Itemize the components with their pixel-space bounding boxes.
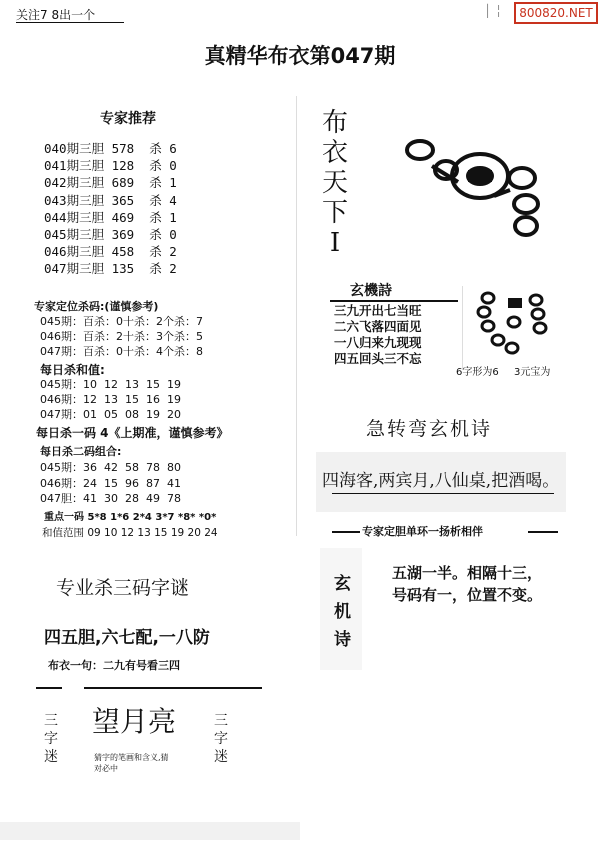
xuanji-line: 四五回头三不忘 xyxy=(334,351,422,366)
jizhuan-title: 急转弯玄机诗 xyxy=(366,418,493,440)
two-code-title: 每日杀二码组合: xyxy=(40,445,122,458)
expert-single-vertical xyxy=(334,570,351,654)
riddle-right-char: 字 xyxy=(214,731,228,747)
kill-three-box xyxy=(14,545,286,673)
expert-single-char: 玄 xyxy=(334,574,351,594)
two-code-list xyxy=(40,460,181,507)
expert-single-title: 专家定胆单环一扬析相伴 xyxy=(362,525,483,538)
riddle-right-char: 迷 xyxy=(214,749,228,765)
page-title: 真精华布衣第047期 xyxy=(204,44,396,68)
expert-single-text xyxy=(392,562,542,606)
footer-shade xyxy=(0,822,300,840)
xuanji-title: 玄機詩 xyxy=(350,283,392,299)
buyi-tianxia-char: 布 xyxy=(322,108,349,138)
position-kill-title: 专家定位杀码:(谨慎参考) xyxy=(34,300,159,313)
sum-kill-row: 046期：12 13 15 16 19 xyxy=(40,393,181,406)
buyi-tianxia-char: 衣 xyxy=(322,138,349,168)
position-kill-row: 046期：百杀：2十杀：3个杀：5 xyxy=(40,330,203,343)
recommend-row: 047期三胆 135 杀 2 xyxy=(44,261,177,277)
divider xyxy=(528,531,558,533)
riddle-note-line: 对必中 xyxy=(94,764,118,773)
riddle-left-char: 字 xyxy=(44,731,58,747)
riddle-right xyxy=(214,712,228,766)
divider xyxy=(462,286,463,370)
xuanji-line: 三九开出七当旺 xyxy=(334,303,422,318)
recommend-title: 专家推荐 xyxy=(100,111,156,127)
xuanji-line: 一八归来九现现 xyxy=(334,335,422,350)
recommend-row: 041期三胆 128 杀 0 xyxy=(44,158,177,174)
recommend-row: 042期三胆 689 杀 1 xyxy=(44,175,177,191)
divider xyxy=(36,687,62,689)
sum-kill-list xyxy=(40,377,181,422)
position-kill-row: 047期：百杀：0十杀：4个杀：8 xyxy=(40,345,203,358)
divider xyxy=(16,22,124,23)
recommend-row: 046期三胆 458 杀 2 xyxy=(44,244,177,260)
xuanji-line: 二六飞落四面见 xyxy=(334,319,422,334)
two-code-row: 045期：36 42 58 78 80 xyxy=(40,461,181,474)
recommend-list xyxy=(44,140,177,278)
kill-three-buyi: 布衣一句：二九有号看三四 xyxy=(48,659,180,672)
focus-line: 重点一码 5*8 1*6 2*4 3*7 *8* *0* xyxy=(44,512,217,523)
divider xyxy=(332,531,360,533)
riddle-main: 望月亮 xyxy=(92,705,177,738)
kill-three-combo: 四五胆,六七配,一八防 xyxy=(44,628,210,648)
expert-single-char: 诗 xyxy=(334,630,351,650)
one-code-title: 每日杀一码 4《上期准，谨慎参考》 xyxy=(36,426,229,440)
recommend-row: 040期三胆 578 杀 6 xyxy=(44,141,177,156)
riddle-left-char: 三 xyxy=(44,713,58,729)
position-kill-list xyxy=(40,314,203,359)
watermark-ticks: │ ╎ xyxy=(484,4,503,18)
two-code-row: 047胆：41 30 28 49 78 xyxy=(40,492,181,505)
sum-kill-row: 047期：01 05 08 19 20 xyxy=(40,408,181,421)
watermark: 800820.NET xyxy=(514,2,598,24)
xuanji-lines xyxy=(334,303,422,367)
expert-single-line: 号码有一，位置不变。 xyxy=(392,586,543,604)
expert-single-line: 五湖一半。相隔十三， xyxy=(392,564,543,582)
expert-single-char: 机 xyxy=(334,602,351,622)
divider xyxy=(330,300,458,302)
buyi-tianxia-char: I xyxy=(329,228,341,258)
column-divider xyxy=(296,96,297,536)
recommend-row: 043期三胆 365 杀 4 xyxy=(44,192,177,208)
buyi-tianxia-char: 天 xyxy=(322,168,349,198)
sum-kill-row: 045期：10 12 13 15 19 xyxy=(40,378,181,391)
riddle-left xyxy=(44,712,58,766)
sum-range: 和值范围 09 10 12 13 15 19 20 24 xyxy=(42,527,218,539)
kill-three-title: 专业杀三码字谜 xyxy=(56,577,190,599)
top-left-note: 关注7 8出一个 xyxy=(16,8,96,22)
divider xyxy=(332,493,554,494)
position-kill-row: 045期：百杀：0十杀：2个杀：7 xyxy=(40,315,203,328)
sum-kill-title: 每日杀和值: xyxy=(40,363,105,377)
buyi-tianxia xyxy=(322,108,348,258)
riddle-right-char: 三 xyxy=(214,713,228,729)
shape-label-right: 3元宝为 xyxy=(514,367,551,378)
shape-drawing xyxy=(474,288,558,360)
jizhuan-poem: 四海客,两宾月,八仙桌,把酒喝。 xyxy=(322,471,560,491)
shape-label-left: 6字形为6 xyxy=(456,367,499,378)
recommend-row: 044期三胆 469 杀 1 xyxy=(44,209,177,225)
two-code-row: 046期：24 15 96 87 41 xyxy=(40,476,181,490)
recommend-row: 045期三胆 369 杀 0 xyxy=(44,227,177,243)
riddle-note-line: 猜字的笔画和含义,猜 xyxy=(94,753,169,762)
ring-chain-drawing xyxy=(398,126,566,250)
riddle-left-char: 迷 xyxy=(44,749,58,765)
divider xyxy=(84,687,262,689)
riddle-note xyxy=(94,752,169,774)
buyi-tianxia-char: 下 xyxy=(322,198,349,228)
